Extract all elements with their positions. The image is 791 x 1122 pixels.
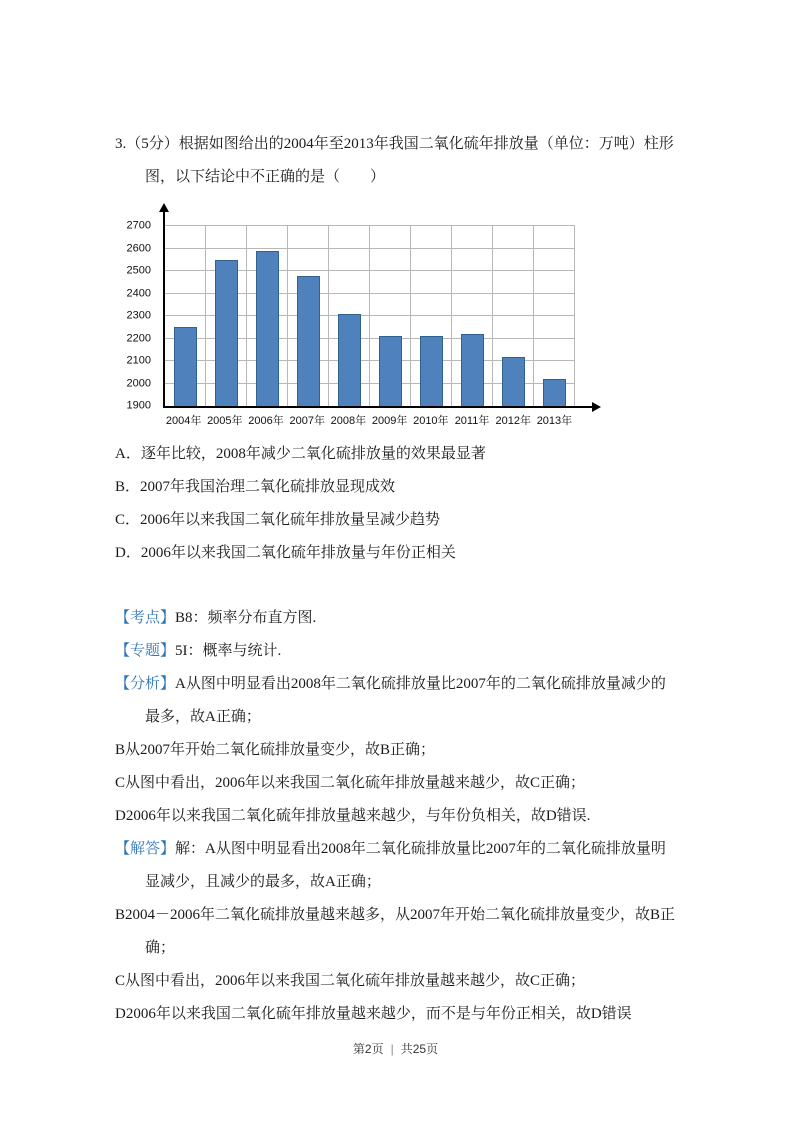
question-number: 3.	[115, 136, 127, 152]
chart-plot-area	[163, 226, 575, 408]
page-total: 共25页	[400, 1042, 439, 1056]
x-tick-label: 2007年	[289, 415, 325, 427]
fenxi-line-b	[115, 734, 676, 767]
gridline-v	[369, 226, 370, 406]
page-number: 第2页	[352, 1042, 384, 1056]
jieda-tag: 【解答】	[115, 841, 176, 857]
zhuanti-text: 5I：概率与统计.	[175, 643, 282, 659]
y-tick-label: 2300	[126, 309, 151, 322]
page-footer	[0, 1040, 791, 1057]
x-axis-labels	[163, 412, 575, 428]
fenxi-text-d: D2006年以来我国二氧化硫年排放量越来越少，与年份负相关，故D错误.	[115, 808, 591, 824]
x-axis-arrow-icon	[592, 402, 601, 412]
bar-2011	[461, 334, 484, 406]
x-tick-label: 2011年	[454, 415, 490, 427]
y-tick-label: 2200	[126, 332, 151, 344]
gridline-h	[165, 248, 575, 249]
y-tick-label: 1900	[126, 399, 151, 412]
jieda-text-a: 解：A从图中明显看出2008年二氧化硫排放量比2007年的二氧化硫排放量明显减少，且减少的最多，故A正确；	[145, 841, 666, 890]
gridline-v	[205, 226, 206, 406]
option-b: B．2007年我国治理二氧化硫排放显现成效	[115, 479, 396, 495]
bar-2005	[215, 260, 238, 406]
option-c: C．2006年以来我国二氧化硫年排放量呈减少趋势	[115, 512, 441, 528]
x-tick-label: 2006年	[248, 415, 284, 427]
x-tick-label: 2005年	[207, 415, 243, 427]
bar-chart	[119, 206, 619, 430]
gridline-v	[533, 226, 534, 406]
y-tick-label: 2100	[126, 354, 151, 367]
y-tick-label: 2000	[126, 377, 151, 389]
gridline-v	[574, 226, 575, 406]
fenxi-line-d	[115, 800, 676, 833]
x-tick-label: 2009年	[371, 415, 408, 427]
bar-2009	[379, 336, 402, 406]
kaodian-tag: 【考点】	[115, 610, 176, 626]
option-d: D．2006年以来我国二氧化硫年排放量与年份正相关	[115, 545, 456, 561]
question-score: （5分）	[126, 136, 179, 152]
x-tick-label: 2010年	[413, 415, 449, 427]
zhuanti-tag: 【专题】	[115, 643, 176, 659]
option-a: A．逐年比较，2008年减少二氧化硫排放量的效果最显著	[115, 446, 486, 462]
fenxi-line-a	[115, 668, 676, 734]
fenxi-text-c: C从图中看出，2006年以来我国二氧化硫年排放量越来越少，故C正确；	[115, 775, 586, 791]
x-tick-label: 2004年	[165, 415, 202, 427]
fenxi-tag: 【分析】	[115, 676, 176, 692]
x-tick-label: 2012年	[495, 415, 531, 427]
y-tick-label: 2600	[126, 242, 151, 254]
question-text: 根据如图给出的2004年至2013年我国二氧化硫年排放量（单位：万吨）柱形图，以下结论中不正确的是（ ）	[145, 136, 674, 185]
jieda-line-d	[115, 998, 676, 1031]
gridline-v	[451, 226, 452, 406]
bar-2010	[420, 336, 443, 406]
bar-2013	[543, 379, 566, 406]
bar-2006	[256, 251, 279, 406]
x-tick-label: 2008年	[330, 415, 367, 427]
y-tick-label: 2700	[126, 219, 151, 232]
fenxi-text-b: B从2007年开始二氧化硫排放量变少，故B正确；	[115, 742, 436, 758]
bar-2008	[338, 314, 361, 406]
zhuanti-line	[115, 635, 676, 668]
y-axis-labels	[119, 219, 157, 412]
fenxi-text-a: A从图中明显看出2008年二氧化硫排放量比2007年的二氧化硫排放量减少的最多，故A正确；	[145, 676, 666, 725]
gridline-v	[328, 226, 329, 406]
solution-block	[115, 602, 676, 1031]
y-tick-label: 2500	[126, 264, 151, 277]
jieda-line-a	[115, 833, 676, 899]
gridline-v	[492, 226, 493, 406]
gridline-v	[287, 226, 288, 406]
fenxi-line-c	[115, 767, 676, 800]
jieda-text-d: D2006年以来我国二氧化硫年排放量越来越少，而不是与年份正相关，故D错误	[115, 1006, 632, 1022]
jieda-text-c: C从图中看出，2006年以来我国二氧化硫年排放量越来越少，故C正确；	[115, 973, 586, 989]
jieda-line-c	[115, 965, 676, 998]
kaodian-text: B8：频率分布直方图.	[175, 610, 317, 626]
bar-2004	[174, 327, 197, 406]
gridline-h	[165, 225, 575, 226]
jieda-line-b	[115, 899, 676, 965]
jieda-text-b: B2004－2006年二氧化硫排放量越来越多，从2007年开始二氧化硫排放量变少，故B正确；	[115, 907, 676, 956]
bar-2012	[502, 357, 525, 407]
kaodian-line	[115, 602, 676, 635]
gridline-v	[246, 226, 247, 406]
x-tick-label: 2013年	[536, 415, 573, 427]
gridline-v	[410, 226, 411, 406]
x-axis-line	[575, 406, 593, 408]
y-tick-label: 2400	[126, 287, 151, 299]
y-axis-arrow-icon	[159, 203, 169, 212]
footer-separator: |	[390, 1042, 394, 1056]
question-stem	[115, 128, 676, 194]
bar-2007	[297, 276, 320, 407]
